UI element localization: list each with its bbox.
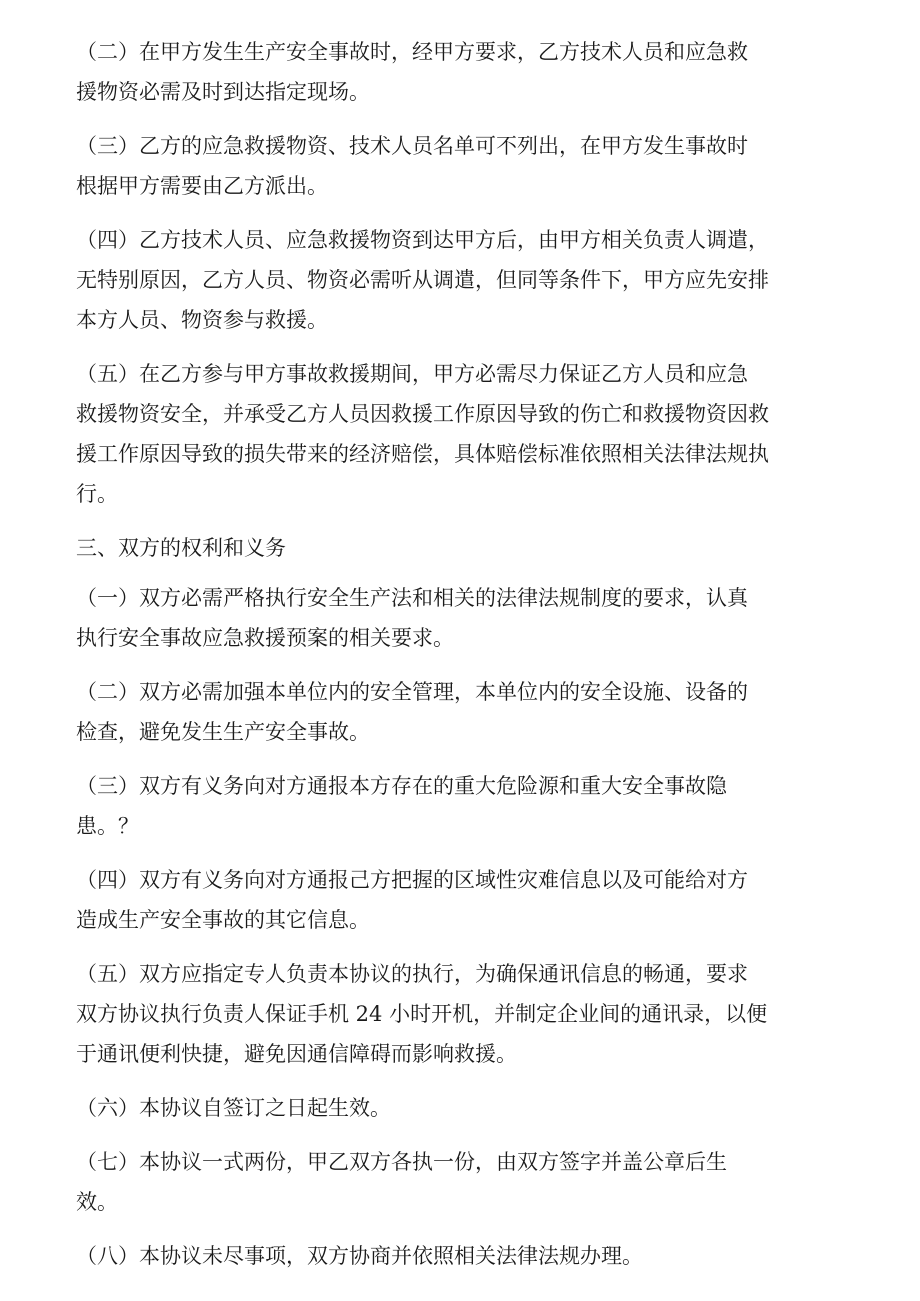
paragraph-3-6	[76, 1088, 836, 1128]
text-line: 无特别原因，乙方人员、物资必需听从调遣，但同等条件下，甲方应先安排	[76, 268, 769, 292]
text-line: （三）双方有义务向对方通报本方存在的重大危险源和重大安全事故隐	[76, 774, 727, 798]
text-line: 执行安全事故应急救援预案的相关要求。	[76, 626, 454, 650]
text-line: 效。	[76, 1190, 118, 1214]
paragraph-2-5	[76, 354, 836, 514]
text-line: 援物资必需及时到达指定现场。	[76, 80, 370, 104]
paragraph-3-8	[76, 1236, 836, 1276]
text-line: 双方协议执行负责人保证手机 24 小时开机，并制定企业间的通讯录，以便	[76, 1002, 768, 1026]
text-line: 根据甲方需要由乙方派出。	[76, 174, 328, 198]
document-page	[76, 32, 836, 1290]
text-line: （二）双方必需加强本单位内的安全管理，本单位内的安全设施、设备的	[76, 680, 748, 704]
paragraph-2-4	[76, 220, 836, 340]
paragraph-2-3	[76, 126, 836, 206]
paragraph-3-7	[76, 1142, 836, 1222]
text-line: 于通讯便利快捷，避免因通信障碍而影响救援。	[76, 1042, 517, 1066]
text-line: （四）双方有义务向对方通报己方把握的区域性灾难信息以及可能给对方	[76, 868, 748, 892]
text-line: 本方人员、物资参与救援。	[76, 308, 328, 332]
text-line: （一）双方必需严格执行安全生产法和相关的法律法规制度的要求，认真	[76, 586, 748, 610]
paragraph-3-3	[76, 766, 836, 846]
text-line: （五）双方应指定专人负责本协议的执行，为确保通讯信息的畅通，要求	[76, 962, 748, 986]
text-line: 救援物资安全，并承受乙方人员因救援工作原因导致的伤亡和救援物资因救	[76, 402, 769, 426]
text-line: （五）在乙方参与甲方事故救援期间，甲方必需尽力保证乙方人员和应急	[76, 362, 748, 386]
text-line: （二）在甲方发生生产安全事故时，经甲方要求，乙方技术人员和应急救	[76, 40, 748, 64]
text-line: （三）乙方的应急救援物资、技术人员名单可不列出，在甲方发生事故时	[76, 134, 748, 158]
paragraph-3-4	[76, 860, 836, 940]
text-line: 行。	[76, 482, 118, 506]
text-line: （六）本协议自签订之日起生效。	[76, 1096, 391, 1120]
text-line: 造成生产安全事故的其它信息。	[76, 908, 370, 932]
paragraph-2-2	[76, 32, 836, 112]
paragraph-3-5	[76, 954, 836, 1074]
section-heading	[76, 528, 836, 568]
paragraph-3-2	[76, 672, 836, 752]
text-line: 援工作原因导致的损失带来的经济赔偿，具体赔偿标准依照相关法律法规执	[76, 442, 769, 466]
paragraph-3-1	[76, 578, 836, 658]
section-heading-text: 三、双方的权利和义务	[76, 536, 286, 560]
text-line: 检查，避免发生生产安全事故。	[76, 720, 370, 744]
text-line: （八）本协议未尽事项，双方协商并依照相关法律法规办理。	[76, 1244, 643, 1268]
text-line: （七）本协议一式两份，甲乙双方各执一份，由双方签字并盖公章后生	[76, 1150, 727, 1174]
text-line: 患。？	[76, 814, 139, 838]
text-line: （四）乙方技术人员、应急救援物资到达甲方后，由甲方相关负责人调遣，	[76, 228, 769, 252]
